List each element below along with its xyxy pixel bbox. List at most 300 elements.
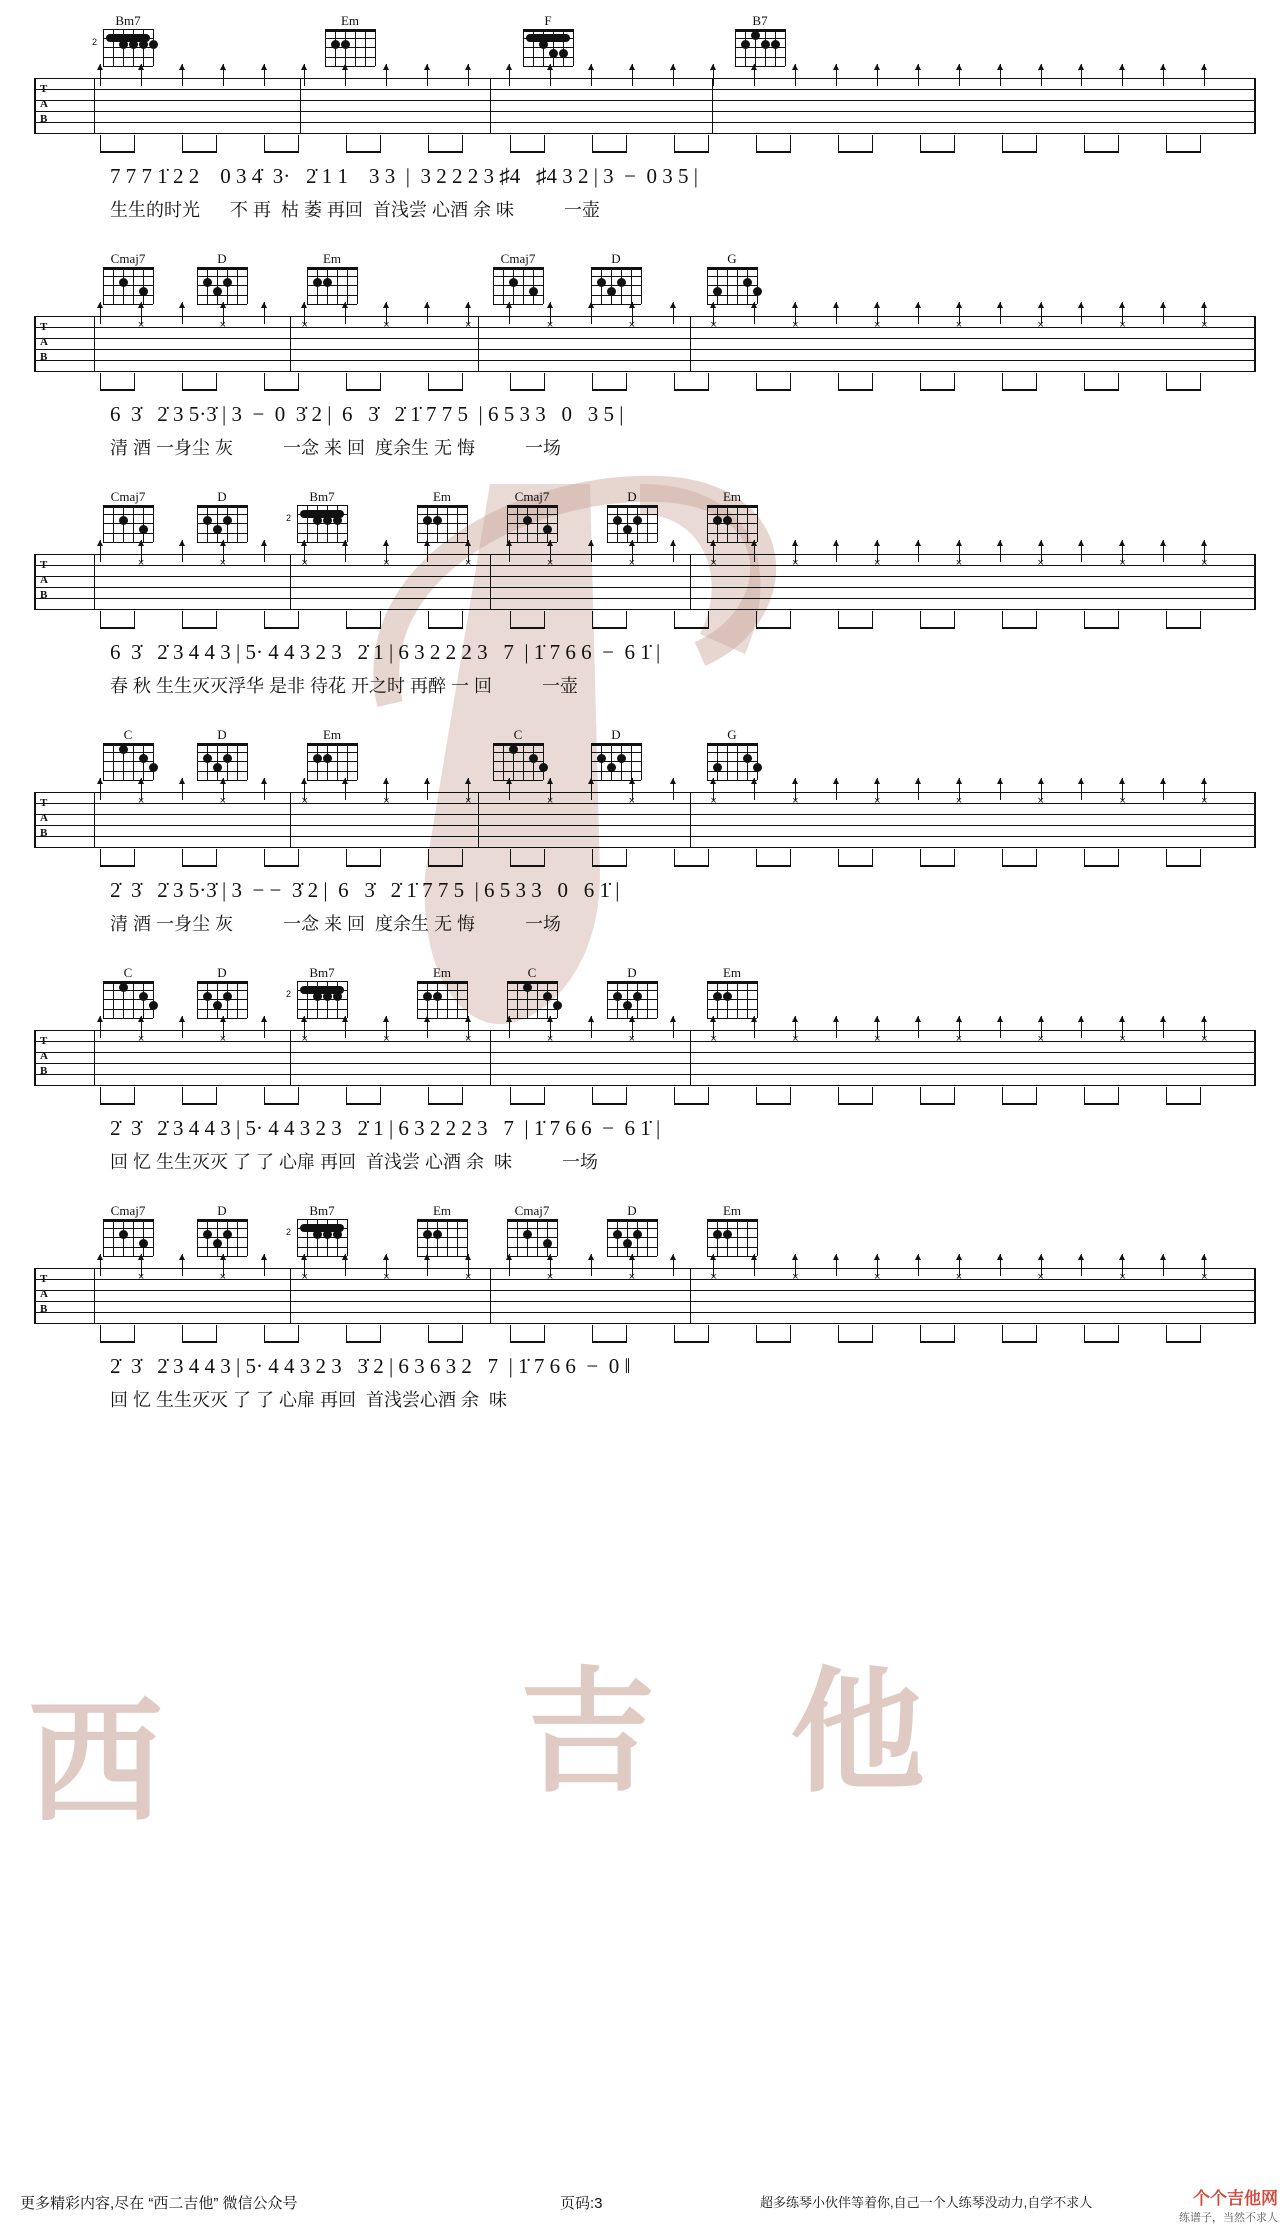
chord-dot [543,992,552,1001]
chord-dot [119,40,128,49]
chord-dot [713,1230,722,1239]
chord-dot [213,287,222,296]
chord-name: Em [432,1203,452,1218]
mute-x: × [465,1033,472,1045]
chord-dot [753,287,762,296]
chord-dot [553,1001,562,1010]
chord-dot [313,278,322,287]
watermark-char-mid: 吉 [520,1660,655,1809]
chord-dot [743,278,752,287]
chord-dot [139,40,148,49]
chord-name: Em [722,1203,742,1218]
chord-name: Em [432,489,452,504]
chord-dot [423,516,432,525]
lyric-text: 清 酒 一身尘 灰 一念 来 回 度余生 无 悔 一场 [110,438,562,458]
melody-row [0,632,1288,672]
mute-x: × [873,557,881,569]
chord-dot [433,1230,442,1239]
chord-dot [741,40,750,49]
melody-numbers: 6 3̇ 2̇ 3 4 4 3 | 5· 4 4 3 2 3 2̇ 1 | 6 3 2 2 2 3 7 | 1̇ 7 6 6 − 6 1̇ | [110,640,661,664]
lyric-text: 回 忆 生生灭灭 了 了 心扉 再回 首浅尝 心酒 余 味 一场 [110,1152,599,1172]
barline [1254,792,1255,848]
chord-grid [307,743,357,781]
chord-name: Em [722,489,742,504]
barline [478,792,479,848]
chord-dot [543,525,552,534]
tab-clef-letter: B [40,589,48,601]
tab-clef-letter: A [40,336,48,348]
melody-numbers: 6 3̇ 2̇ 3 5·3̇ | 3 − 0 3̇ 2 | 6 3̇ 2̇ 1̇ 7 7 5 | 6 5 3 3 0 3 5 | [110,402,624,426]
chord-grid [197,981,247,1019]
chord-grid [607,505,657,543]
watermark-char-right: 他 [790,1660,925,1809]
music-system [0,966,1288,1180]
chord-name: D [217,727,227,742]
chord-name: Cmaj7 [110,251,146,266]
chord-dot [213,763,222,772]
chord-grid [92,29,153,67]
barline [290,316,291,372]
chord-name: D [627,1203,637,1218]
barline [712,78,713,134]
chord-diagram-em [410,490,474,543]
barline [300,78,301,134]
mute-x: × [1201,557,1208,569]
chord-dot [139,992,148,1001]
chord-dot [119,278,128,287]
chord-dot [623,525,632,534]
chord-name: Em [722,965,742,980]
tab-staff [0,1030,1288,1108]
chord-diagram-em [318,14,382,67]
chord-grid [607,1219,657,1257]
chord-name: Bm7 [115,13,141,28]
barline [290,1268,291,1324]
chord-diagram-c [500,966,564,1019]
chord-diagram-em [410,1204,474,1257]
chord-dot [119,1230,128,1239]
chord-diagram-em [700,1204,764,1257]
mute-x: × [628,319,636,331]
chord-dot [613,992,622,1001]
barline [94,1268,95,1324]
mute-x: × [137,1033,145,1045]
tab-clef-letter: B [40,1303,48,1315]
mute-x: × [219,557,227,569]
mute-x: × [383,1271,390,1283]
chord-grid [591,743,641,781]
chord-name: F [544,13,552,28]
chord-name: D [217,251,227,266]
chord-grid [103,743,153,781]
mute-x: × [955,319,963,331]
chord-diagram-cmaj7 [96,490,160,543]
chord-name: Em [322,251,342,266]
lyric-text: 清 酒 一身尘 灰 一念 来 回 度余生 无 悔 一场 [110,914,562,934]
barre-bar [526,34,570,42]
chord-diagram-cmaj7 [500,1204,564,1257]
chord-dot [423,1230,432,1239]
tab-clef-letter: T [40,321,48,333]
chord-name: Bm7 [309,965,335,980]
barline [490,1268,491,1324]
tab-clef-letter: A [40,1050,48,1062]
chord-dot [119,983,128,992]
chord-grid [197,267,247,305]
chord-dot [543,1239,552,1248]
chord-name: Cmaj7 [514,489,550,504]
music-system [0,1204,1288,1418]
mute-x: × [1119,1271,1126,1283]
mute-x: × [1037,795,1044,807]
chord-dot [213,1239,222,1248]
chord-dot [509,745,518,754]
chord-diagram-d [190,490,254,543]
melody-numbers: 2̇ 3̇ 2̇ 3 5·3̇ | 3 − − 3̇ 2 | 6 3̇ 2̇ 1̇ 7 7 5 | 6 5 3 3 0 6 1̇ | [110,878,620,902]
chord-dot [509,278,518,287]
chord-diagram-d [584,252,648,305]
chord-name: Em [322,727,342,742]
chord-grid [507,505,557,543]
mute-x: × [710,1033,717,1045]
chord-name: C [123,965,133,980]
chord-dot [633,992,642,1001]
barline [94,554,95,610]
chord-dot [203,1230,212,1239]
barline [490,554,491,610]
chord-name: Cmaj7 [514,1203,550,1218]
chord-dot [223,1230,232,1239]
chord-diagram-d [600,966,664,1019]
chord-dot [771,40,780,49]
chord-dot [333,992,342,1001]
mute-x: × [1201,1271,1208,1283]
chord-diagram-bm7 [286,965,354,1019]
mute-x: × [1037,557,1044,569]
chord-dot [539,40,548,49]
chord-diagram-c [96,966,160,1019]
chord-grid [591,267,641,305]
mute-x: × [792,319,799,331]
chord-grid [493,267,543,305]
tab-clef-letter: T [40,83,48,95]
mute-x: × [546,1033,554,1045]
chord-grid [103,267,153,305]
barline [690,316,691,372]
mute-x: × [301,319,308,331]
mute-x: × [546,1271,554,1283]
chord-dot [323,754,332,763]
melody-row [0,870,1288,910]
chord-dot [751,31,760,40]
mute-x: × [383,795,390,807]
barline [290,554,291,610]
chord-dot [139,525,148,534]
chord-dot [743,754,752,763]
chord-diagram-d [600,490,664,543]
chord-grid [197,505,247,543]
chord-row [0,728,1288,790]
barline [290,1030,291,1086]
chord-dot [433,992,442,1001]
chord-grid [417,981,467,1019]
chord-dot [623,1239,632,1248]
chord-grid [307,267,357,305]
mute-x: × [546,795,554,807]
chord-diagram-d [190,728,254,781]
mute-x: × [710,557,717,569]
chord-grid [103,1219,153,1257]
mute-x: × [628,795,636,807]
mute-x: × [383,557,390,569]
chord-dot [753,763,762,772]
melody-row [0,1346,1288,1386]
chord-dot [523,516,532,525]
tab-clef-letter: A [40,1288,48,1300]
mute-x: × [137,795,145,807]
chord-name: D [611,727,621,742]
mute-x: × [219,319,227,331]
mute-x: × [955,557,963,569]
chord-grid [707,981,757,1019]
melody-row [0,156,1288,196]
chord-dot [723,1230,732,1239]
chord-dot [613,516,622,525]
chord-row [0,1204,1288,1266]
lyric-row [0,434,1288,466]
mute-x: × [465,557,472,569]
barline [490,1030,491,1086]
lyric-text: 春 秋 生生灭灭浮华 是非 待花 开之时 再醉 一 回 一壶 [110,676,579,696]
mute-x: × [301,795,308,807]
chord-diagram-em [300,728,364,781]
chord-dot [529,754,538,763]
mute-x: × [792,1033,799,1045]
mute-x: × [465,319,472,331]
melody-numbers: 2̇ 3̇ 2̇ 3 4 4 3 | 5· 4 4 3 2 3 3̇ 2 | 6 3 6 3 2 7 | 1̇ 7 6 6 − 0 ‖ [110,1354,631,1378]
mute-x: × [383,319,390,331]
brand-tagline: 练谱子，当然不求人 [1179,2212,1278,2224]
mute-x: × [1201,1033,1208,1045]
chord-name: D [217,965,227,980]
chord-grid [197,1219,247,1257]
chord-diagram-bm7 [92,13,160,67]
mute-x: × [792,795,799,807]
mute-x: × [792,557,799,569]
chord-diagram-em [410,966,474,1019]
chord-dot [529,287,538,296]
chord-diagram-d [190,252,254,305]
barline [94,78,95,134]
lyric-text: 生生的时光 不 再 枯 萎 再回 首浅尝 心酒 余 味 一壶 [110,200,601,220]
melody-row [0,1108,1288,1148]
chord-dot [223,278,232,287]
mute-x: × [1119,795,1126,807]
mute-x: × [219,1033,227,1045]
chord-row [0,966,1288,1028]
chord-name: Em [340,13,360,28]
mute-x: × [628,557,636,569]
chord-grid [197,743,247,781]
chord-diagram-b7 [728,14,792,67]
mute-x: × [792,1271,799,1283]
chord-dot [213,1001,222,1010]
mute-x: × [465,795,472,807]
mute-x: × [465,1271,472,1283]
chord-dot [203,754,212,763]
chord-name: D [217,1203,227,1218]
footer-left-text: 更多精彩内容,尽在 “西二吉他” 微信公众号 [20,2195,298,2212]
fret-number: 2 [286,513,292,523]
chord-dot [203,278,212,287]
chord-grid [417,505,467,543]
chord-dot [313,1230,322,1239]
melody-numbers: 7 7 7 1̇ 2 2 0 3 4̇ 3· 2̇ 1 1 3 3 | 3 2 2 2 3 ♯4 ♯4 3 2 | 3 − 0 3 5 | [110,164,698,188]
chord-dot [523,983,532,992]
tab-staff [0,316,1288,394]
chord-name: Em [432,965,452,980]
chord-diagram-g [700,728,764,781]
watermark-char-left: 西 [28,1690,163,1839]
mute-x: × [137,319,145,331]
chord-dot [223,992,232,1001]
chord-name: B7 [752,13,768,28]
chord-diagram-bm7 [286,1203,354,1257]
mute-x: × [628,1033,636,1045]
chord-dot [139,1239,148,1248]
chord-grid [523,29,573,67]
lyric-row [0,196,1288,228]
mute-x: × [1119,1033,1126,1045]
chord-name: D [611,251,621,266]
chord-dot [713,992,722,1001]
mute-x: × [955,1271,963,1283]
mute-x: × [301,1271,308,1283]
mute-x: × [1119,557,1126,569]
tab-clef-letter: A [40,98,48,110]
chord-dot [617,278,626,287]
barline [490,78,491,134]
barline [1254,316,1255,372]
tab-clef-letter: A [40,574,48,586]
chord-dot [613,1230,622,1239]
chord-dot [223,754,232,763]
chord-dot [341,40,350,49]
tab-staff [0,1268,1288,1346]
barline [1254,1030,1255,1086]
chord-dot [549,49,558,58]
footer-right-text: 超多练琴小伙伴等着你,自己一个人练琴没动力,自学不求人 [760,2195,1093,2210]
tab-clef-letter: T [40,1273,48,1285]
chord-diagram-cmaj7 [96,252,160,305]
chord-name: Cmaj7 [110,489,146,504]
fret-number: 2 [286,1227,292,1237]
chord-dot [633,1230,642,1239]
chord-dot [607,287,616,296]
mute-x: × [301,557,308,569]
chord-dot [761,40,770,49]
barline [690,792,691,848]
barline [1254,78,1255,134]
music-system [0,14,1288,228]
chord-dot [333,1230,342,1239]
barline [690,1030,691,1086]
chord-dot [149,1001,158,1010]
chord-dot [713,516,722,525]
chord-dot [333,516,342,525]
chord-diagram-bm7 [286,489,354,543]
chord-dot [313,516,322,525]
chord-grid [325,29,375,67]
chord-diagram-d [190,1204,254,1257]
mute-x: × [1037,1271,1044,1283]
chord-diagram-em [300,252,364,305]
chord-dot [139,287,148,296]
fret-number: 2 [286,989,292,999]
tab-clef-letter: T [40,797,48,809]
chord-diagram-d [600,1204,664,1257]
chord-dot [623,1001,632,1010]
brand-logo [1179,2184,1278,2225]
chord-dot [203,516,212,525]
chord-name: C [123,727,133,742]
mute-x: × [219,795,227,807]
lyric-row [0,1386,1288,1418]
chord-grid [707,505,757,543]
chord-dot [323,278,332,287]
chord-grid [286,981,347,1019]
chord-grid [507,981,557,1019]
page-footer [0,2176,1288,2236]
chord-diagram-em [700,490,764,543]
chord-grid [103,981,153,1019]
chord-grid [507,1219,557,1257]
mute-x: × [137,557,145,569]
chord-dot [633,516,642,525]
tab-clef-letter: T [40,559,48,571]
melody-numbers: 2̇ 3̇ 2̇ 3 4 4 3 | 5· 4 4 3 2 3 2̇ 1 | 6 3 2 2 2 3 7 | 1̇ 7 6 6 − 6 1̇ | [110,1116,661,1140]
chord-name: Bm7 [309,489,335,504]
chord-dot [433,516,442,525]
mute-x: × [955,1033,963,1045]
chord-dot [597,278,606,287]
chord-name: Bm7 [309,1203,335,1218]
barline [1254,1268,1255,1324]
mute-x: × [1201,795,1208,807]
melody-row [0,394,1288,434]
chord-dot [331,40,340,49]
mute-x: × [628,1271,636,1283]
chord-grid [707,743,757,781]
mute-x: × [873,795,881,807]
barline [690,554,691,610]
chord-dot [423,992,432,1001]
barline [94,792,95,848]
fret-number: 2 [92,37,98,47]
chord-dot [323,1230,332,1239]
mute-x: × [1201,319,1208,331]
chord-diagram-f [516,14,580,67]
barline [478,316,479,372]
chord-name: G [727,251,737,266]
mute-x: × [710,319,717,331]
mute-x: × [873,1271,881,1283]
barline [94,1030,95,1086]
chord-grid [417,1219,467,1257]
chord-diagram-em [700,966,764,1019]
chord-name: Cmaj7 [500,251,536,266]
chord-name: G [727,727,737,742]
